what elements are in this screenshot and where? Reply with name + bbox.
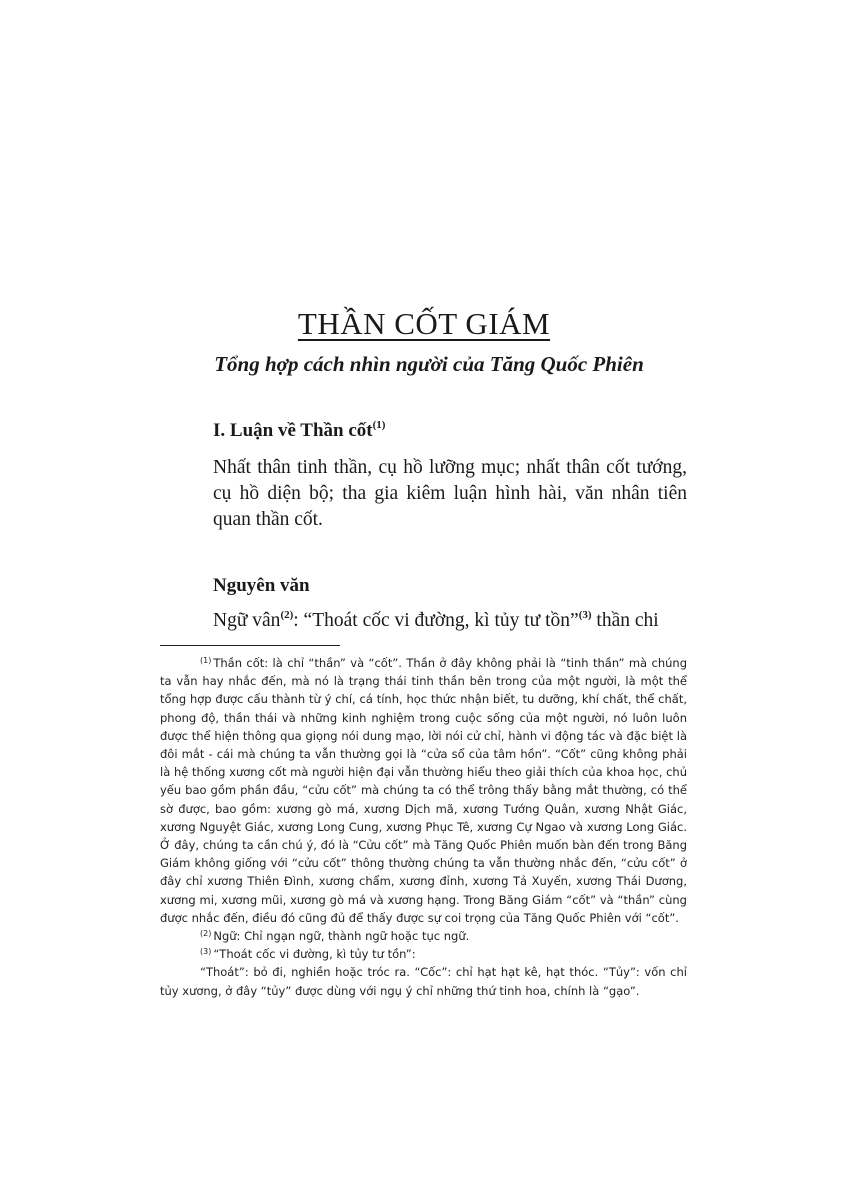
footnote-text: “Thoát”: bỏ đi, nghiền hoặc tróc ra. “Cốc”: chỉ hạt hạt kê, hạt thóc. “Tủy”: vốn chỉ tủy xương, ở đây “tủy” được dùng với ngụ ý chỉ những thứ tinh hoa, chính là “gạo”. (160, 965, 687, 998)
footnotes (160, 654, 687, 1000)
footnote-text: Thần cốt: là chỉ “thần” và “cốt”. Thần ở đây không phải là “tinh thần” mà chúng ta vẫn hay nhắc đến, mà nó là trạng thái tinh thần bên trong của một người, là một thể tổng hợp được cấu thành từ ý chí, cá tính, học thức nhận biết, tu dưỡng, khí chất, thể chất, phong độ, thần thái và những kinh nghiệm trong cuộc sống của một người, nó luôn luôn được thể hiện thông qua giọng nói dung mạo, lời nói cử chỉ, hành vi động tác và đặc biệt là đôi mắt - cái mà chúng ta vẫn thường gọi là “cửa sổ của tâm hồn”. “Cốt” cũng không phải là hệ thống xương cốt mà người hiện đại vẫn thường hiểu theo giải thích của khoa học, chủ yếu bao gồm phần đầu, “cửu cốt” mà chúng ta có thể trông thấy bằng mắt thường, có thể sờ được, bao gồm: xương gò má, xương Dịch mã, xương Tướng Quân, xương Nhật Giác, xương Nguyệt Giác, xương Long Cung, xương Phục Tê, xương Cự Ngao và xương Long Giác. Ở đây, chúng ta cần chú ý, đó là “Cửu cốt” mà Tăng Quốc Phiên muốn bàn đến trong Băng Giám không giống với “cửu cốt” thông thường chúng ta vẫn thường nhắc đến, “cửu cốt” ở đây chỉ xương Thiên Đình, xương chẩm, xương đỉnh, xương Tả Xuyến, xương Thái Dương, xương mi, xương mũi, xương gò má và xương hạng. Trong Băng Giám “cốt” và “thần” cùng được nhắc đến, điều đó cũng đủ để thấy được sự coi trọng của Tăng Quốc Phiên với “cốt”. (160, 656, 687, 925)
footnote-separator (160, 645, 340, 646)
original-text-heading: Nguyên văn (213, 575, 310, 596)
footnote-text: Ngữ: Chỉ ngạn ngữ, thành ngữ hoặc tục ngữ. (213, 929, 470, 944)
section-paragraph: Nhất thân tinh thần, cụ hồ lưỡng mục; nhất thân cốt tướng, cụ hồ diện bộ; tha gia kiêm luận hình hài, văn nhân tiên quan thần cốt. (213, 457, 687, 530)
original-line-start: Ngữ vân (213, 610, 281, 631)
footnote-3-continued (160, 963, 687, 999)
footnote-text: “Thoát cốc vi đường, kì tủy tư tồn”: (213, 947, 416, 962)
footnote-1 (160, 654, 687, 927)
footnote-3 (160, 945, 687, 963)
original-text-line (213, 608, 687, 634)
section-heading-text: I. Luận về Thần cốt (213, 420, 373, 441)
footnote-ref-1: (1) (372, 419, 386, 431)
footnote-ref-3: (3) (578, 609, 592, 621)
chapter-title: THẦN CỐT GIÁM (297, 306, 551, 341)
footnote-marker: (2) (200, 929, 212, 939)
chapter-subtitle: Tổng hợp cách nhìn người của Tăng Quốc Phiên (214, 352, 644, 376)
section-heading (213, 420, 385, 442)
original-line-quote: : “Thoát cốc vi đường, kì tủy tư tồn” (293, 610, 579, 631)
original-line-end: thần chi (591, 610, 659, 631)
footnote-marker: (1) (200, 656, 212, 665)
footnote-marker: (3) (200, 947, 212, 957)
footnote-2 (160, 927, 687, 945)
footnote-ref-2: (2) (280, 609, 294, 621)
